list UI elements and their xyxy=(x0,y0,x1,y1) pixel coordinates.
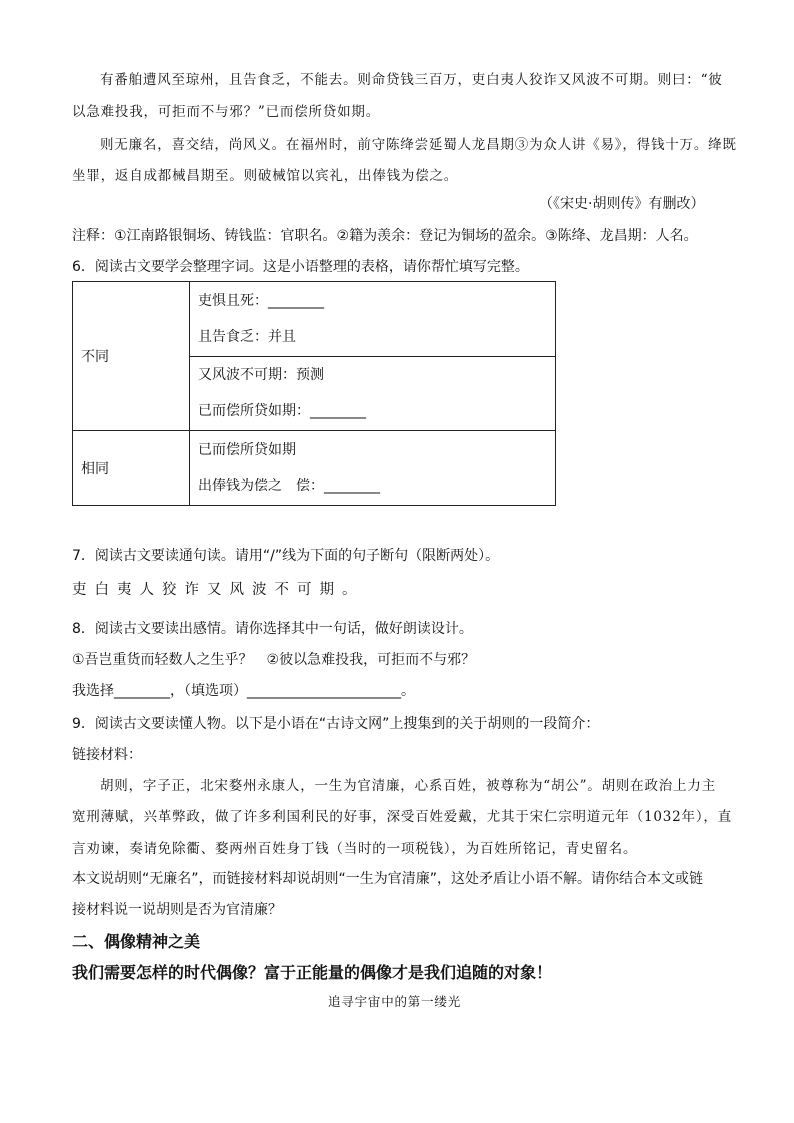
question-9-text-1: 本文说胡则“无廉名”，而链接材料却说胡则“一生为官清廉”，这处矛盾让小语不解。请你结合本文或链 xyxy=(72,871,704,887)
passage-line-1: 有番舶遭风至琼州，且告食乏，不能去。则命贷钱三百万，吏白夷人狡诈又风波不可期。则曰：“彼 xyxy=(100,72,723,88)
question-6-prompt: 6．阅读古文要学会整理字词。这是小语整理的表格，请你帮忙填写完整。 xyxy=(72,259,529,275)
table-entry: 又风波不可期：预测 xyxy=(198,367,324,384)
passage-line-3: 则无廉名，喜交结，尚风义。在福州时，前守陈绛尝延蜀人龙昌期③为众人讲《易》，得钱十万。绛既 xyxy=(100,137,737,153)
material-line-2: 宽刑薄赋，兴革弊政，做了许多利国利民的好事，深受百姓爱戴，尤其于宋仁宗明道元年（1032年），直 xyxy=(72,809,733,825)
question-9-text-2: 接材料说一说胡则是否为官清廉？ xyxy=(72,902,282,918)
link-material-label: 链接材料： xyxy=(72,747,142,763)
table-entry[interactable]: 已而偿所贷如期：________ xyxy=(198,403,366,420)
table-cell-different-a xyxy=(190,282,556,357)
question-7-sentence[interactable]: 吏白夷人狡诈又风波不可期。 xyxy=(72,582,365,598)
table-label-different: 不同 xyxy=(73,282,190,431)
passage-line-4: 坐罪，返自成都械昌期至。则破械馆以宾礼，出俸钱为偿之。 xyxy=(72,168,459,184)
word-table xyxy=(72,281,556,506)
question-9-prompt: 9．阅读古文要读懂人物。以下是小语在“古诗文网”上搜集到的关于胡则的一段简介： xyxy=(72,716,600,732)
question-8-options: ①吾岂重货而轻数人之生乎？ ②彼以急难投我，可拒而不与邪？ xyxy=(72,652,476,668)
passage-notes: 注释：①江南路银铜场、铸钱监：官职名。②籍为羡余：登记为铜场的盈余。③陈绛、龙昌期：人名。 xyxy=(72,228,698,244)
question-7-prompt: 7．阅读古文要读通句读。请用“/”线为下面的句子断句（限断两处）。 xyxy=(72,548,500,564)
passage-line-2: 以急难投我，可拒而不与邪？”已而偿所贷如期。 xyxy=(72,104,381,120)
material-line-1: 胡则，字子正，北宋婺州永康人，一生为官清廉，心系百姓，被尊称为“胡公”。胡则在政治上力主 xyxy=(100,778,717,794)
section-2-heading: 二、偶像精神之美 xyxy=(72,932,201,951)
table-entry: 且告食乏：并且 xyxy=(198,328,296,345)
table-cell-same xyxy=(190,431,556,506)
table-entry[interactable]: 出俸钱为偿之 偿：________ xyxy=(198,478,380,495)
table-entry: 已而偿所贷如期 xyxy=(198,442,296,459)
question-8-prompt: 8．阅读古文要读出感情。请你选择其中一句话，做好朗读设计。 xyxy=(72,621,473,637)
table-entry[interactable]: 吏惧且死：________ xyxy=(198,292,324,309)
article-title: 追寻宇宙中的第一缕光 xyxy=(328,994,462,1009)
table-label-same: 相同 xyxy=(73,431,190,506)
passage-source: （《宋史·胡则传》有删改） xyxy=(539,196,705,212)
material-line-3: 言劝谏，奏请免除衢、婺两州百姓身丁钱（当时的一项税钱），为百姓所铭记，青史留名。 xyxy=(72,841,638,857)
section-2-subheading: 我们需要怎样的时代偶像？富于正能量的偶像才是我们追随的对象！ xyxy=(72,963,553,982)
table-cell-different-b xyxy=(190,356,556,431)
question-8-answer[interactable]: 我选择________，（填选项）______________________。 xyxy=(72,683,415,699)
